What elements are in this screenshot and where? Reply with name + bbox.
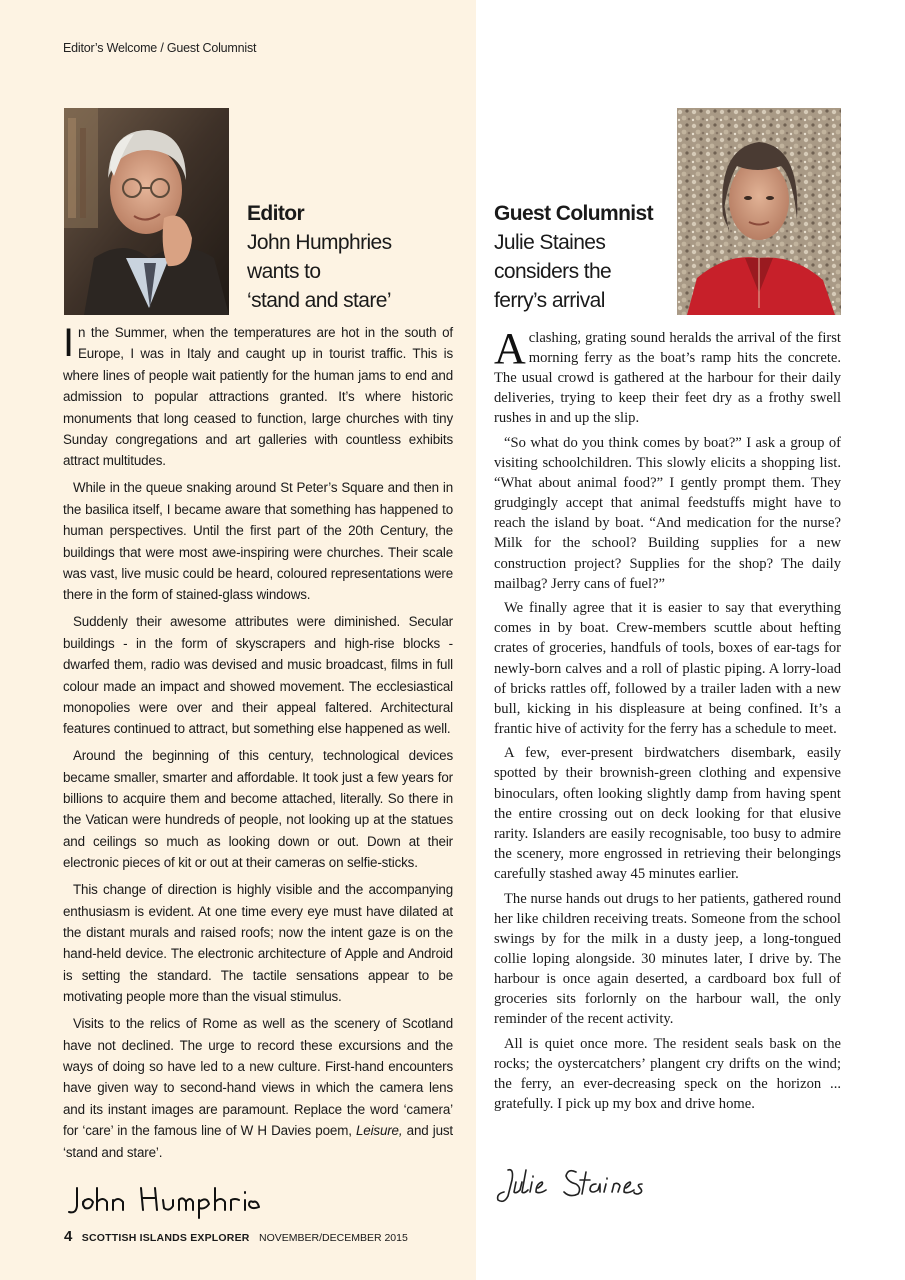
editor-portrait-photo — [64, 108, 229, 315]
drop-cap: A — [494, 324, 526, 373]
guest-signature — [494, 1164, 664, 1208]
editor-portrait-illustration — [64, 108, 229, 315]
article-paragraph: This change of direction is highly visible and the accompanying enthusiasm is evident. At one time every eye must have dilated at the distant murals and raised roofs; now the intent gaze is on the hand-held device. The electronic architecture of Apple and Android is setting the standard. The tactile sensations appear to be motivating people more than the visual stimulus. — [63, 882, 453, 1005]
article-paragraph: All is quiet once more. The resident seals bask on the rocks; the oystercatchers’ plangent cry drifts on the wind; the ferry, an ever-decreasing speck on the horizon ... gratefully. I pick up my box and drive home. — [494, 1035, 841, 1112]
guest-portrait-photo — [677, 108, 841, 315]
section-label: Editor’s Welcome / Guest Columnist — [63, 41, 257, 55]
drop-cap: I — [63, 321, 74, 365]
article-paragraph: We finally agree that it is easier to say that everything comes in by boat. Crew-members scuttle about hefting crates of groceries, handfuls of tools, boxes of ear-tags for newly-born calves and a roll of plastic piping. A lorry-load of bricks rattles off, followed by a trailer laden with a new bull, kicking in his displeasure at being confined. It’s a frantic hive of activity for the ferry has a schedule to meet. — [494, 600, 841, 737]
article-paragraph: In the Summer, when the temperatures are hot in the south of Europe, I was in Italy and caught up in tourist traffic. This is where lines of people wait patiently for the human jams to end and admission to popular attractions granted. It’s where historic monuments that long ceased to function, large churches with tiny Sunday congregations and art galleries with countless exhibits attract multitudes. — [63, 321, 453, 469]
editor-signature — [63, 1180, 263, 1222]
article-paragraph: Suddenly their awesome attributes were diminished. Secular buildings - in the form of skyscrapers and high-rise blocks - dwarfed them, radio was devised and music broadcast, films in full colour made an impact and showed movement. The ecclesiastical monopolies were over and their appeal faltered. Architectural features continued to attract, but something else happened as well. — [63, 614, 453, 737]
poem-title: Leisure, — [355, 1123, 403, 1139]
issue-date: NOVEMBER/DECEMBER 2015 — [259, 1232, 408, 1244]
guest-article-body — [494, 324, 841, 1119]
guest-headline-line: ferry’s arrival — [494, 289, 605, 312]
editor-article-body — [63, 322, 453, 1168]
guest-headline-line: Julie Staines — [494, 231, 606, 254]
article-paragraph: A few, ever-present birdwatchers disembark, easily spotted by their brownish-green clothing and expensive binoculars, often looking slightly damp from having spent the entire crossing out on deck looking for that elusive rarity. Islanders are easily recognisable, too busy to admire the scenery, more engrossed in retrieving their belongings carefully stashed away 45 minutes earlier. — [494, 745, 841, 882]
article-paragraph: Around the beginning of this century, technological devices became smaller, smarter and affordable. It took just a few years for billions to acquire them and become attached, literally. So there in the Vatican were hundreds of people, not looking up at the statues and ceilings so much as looking down or out. Down at their electronic pieces of kit or out at their cameras on selfie-sticks. — [63, 748, 453, 871]
page-number: 4 — [64, 1228, 73, 1245]
page-footer — [64, 1228, 408, 1246]
guest-heading — [494, 199, 674, 315]
article-paragraph: A clashing, grating sound heralds the arrival of the first morning ferry as the boat’s ramp hits the concrete. The usual crowd is gathered at the harbour for their daily deliveries, trying to keep their feet dry as a frothy swell rushes in and up the slip. — [494, 324, 841, 427]
article-paragraph: Visits to the relics of Rome as well as the scenery of Scotland have not declined. The urge to record these excursions and the ways of doing so have led to a new culture. First-hand encounters have given way to second-hand views in which the camera lens and its instant images are paramount. Replace the word ‘camera’ for ‘care’ in the famous line of W H Davies poem, Leisure, and just ‘stand and stare’. — [63, 1016, 453, 1160]
article-paragraph: “So what do you think comes by boat?” I ask a group of visiting schoolchildren. This slowly elicits a shopping list. “What about animal food?” I gently prompt them. They grudgingly accept that animal feedstuffs might have to reach the island by boat. “And medication for the nurse? Milk for the school? Building supplies for a new construction project? Supplies for the shop? The daily mailbag? Jerry cans of fuel?” — [494, 434, 841, 592]
editor-headline-line: wants to — [247, 260, 321, 283]
editor-headline-line: John Humphries — [247, 231, 392, 254]
guest-headline-line: considers the — [494, 260, 612, 283]
editor-role-title: Editor — [247, 202, 305, 225]
editor-heading — [247, 199, 467, 315]
editor-headline-line: ‘stand and stare’ — [247, 289, 391, 312]
guest-role-title: Guest Columnist — [494, 202, 654, 225]
guest-portrait-illustration — [677, 108, 841, 315]
magazine-title: SCOTTISH ISLANDS EXPLORER — [81, 1232, 250, 1244]
article-paragraph: The nurse hands out drugs to her patients, gathered round her like children receiving treats. Someone from the school swings by for the milk in a dusty jeep, a long-tongued collie loping alongside. 30 minutes later, I drive by. The harbour is once again deserted, a cardboard box full of groceries sits forlornly on the harbour wall, the only reminder of the recent activity. — [494, 890, 841, 1028]
article-paragraph: While in the queue snaking around St Peter’s Square and then in the basilica itself, I became aware that something has happened to human perspectives. Until the first part of the 20th Century, the buildings that were most awe-inspiring were churches. Their scale was vast, live music could be heard, coloured representations were there in the form of stained-glass windows. — [63, 480, 453, 603]
